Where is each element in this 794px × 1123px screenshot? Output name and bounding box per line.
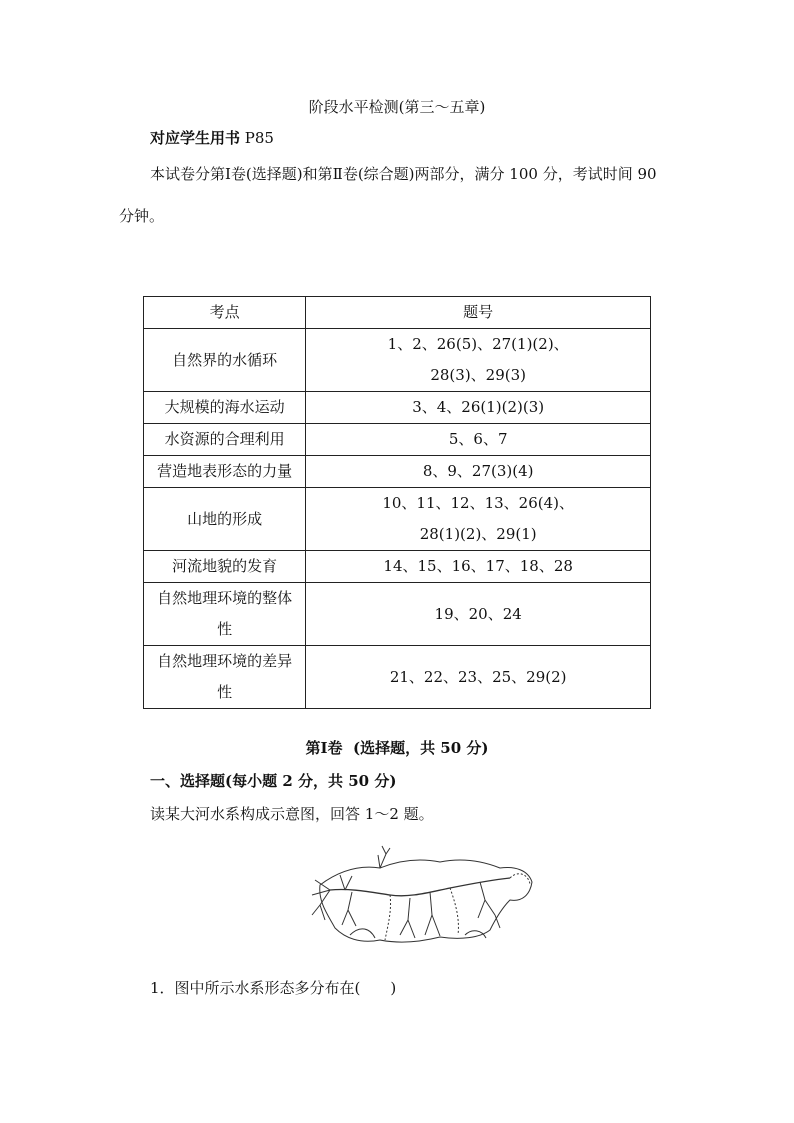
section-title: [0, 737, 794, 758]
topic-cell: [144, 456, 306, 488]
table-row: [144, 488, 651, 551]
topic-cell: [144, 646, 306, 709]
questions-cell: [306, 488, 651, 551]
topic-text: 营造地表形态的力量: [157, 462, 293, 480]
header-questions: 题号: [306, 297, 651, 329]
page-title: 阶段水平检测(第三～五章): [308, 98, 486, 116]
questions-cell: [306, 424, 651, 456]
table-row: [144, 583, 651, 646]
questions-text: 5、6、7: [448, 430, 508, 448]
part-heading: [150, 770, 396, 791]
river-system-figure: [290, 840, 540, 960]
table-row: [144, 551, 651, 583]
header-topic: 考点: [144, 297, 306, 329]
questions-text: 10、11、12、13、26(4)、: [382, 494, 575, 512]
questions-text: 28(1)(2)、29(1): [419, 525, 537, 543]
topic-cell: [144, 583, 306, 646]
topic-text: 山地的形成: [187, 509, 263, 528]
figure-instruction: 读某大河水系构成示意图，回答 1～2 题。: [150, 805, 434, 823]
topic-text: 性: [217, 620, 233, 638]
part-heading-sub: (每小题 2 分，共 50 分): [225, 772, 397, 790]
table-body: [144, 329, 651, 709]
topic-cell: [144, 488, 306, 551]
questions-text: 8、9、27(3)(4): [422, 462, 534, 480]
table-row: [144, 392, 651, 424]
section-title-main: 第Ⅰ卷: [305, 739, 343, 757]
questions-cell: [306, 329, 651, 392]
reference-line: [150, 127, 274, 148]
topic-cell: [144, 551, 306, 583]
questions-cell: [306, 456, 651, 488]
questions-cell: [306, 392, 651, 424]
questions-cell: [306, 551, 651, 583]
topic-text: 自然地理环境的差异: [157, 652, 293, 670]
reference-page: P85: [244, 129, 274, 147]
intro-line-2: 分钟。: [119, 207, 165, 225]
questions-cell: [306, 583, 651, 646]
part-heading-main: 一、选择题: [150, 772, 226, 790]
topic-cell: [144, 329, 306, 392]
questions-cell: [306, 646, 651, 709]
questions-text: 14、15、16、17、18、28: [383, 557, 573, 575]
questions-text: 3、4、26(1)(2)(3): [412, 398, 545, 416]
table-row: [144, 456, 651, 488]
topic-cell: [144, 392, 306, 424]
questions-text: 1、2、26(5)、27(1)(2)、: [387, 335, 569, 353]
question-1: 1．图中所示水系形态多分布在( ): [150, 979, 397, 997]
questions-text: 21、22、23、25、29(2): [389, 667, 567, 686]
table-row: [144, 424, 651, 456]
questions-text: 28(3)、29(3): [430, 366, 527, 384]
section-title-sub: (选择题，共 50 分): [352, 739, 489, 757]
intro-line-1: 本试卷分第Ⅰ卷(选择题)和第Ⅱ卷(综合题)两部分，满分 100 分，考试时间 90: [150, 165, 657, 183]
questions-text: 19、20、24: [434, 604, 522, 623]
topic-text: 河流地貌的发育: [172, 557, 278, 575]
topic-text: 自然地理环境的整体: [157, 589, 293, 607]
topic-question-table: [143, 296, 651, 709]
table-row: [144, 329, 651, 392]
topic-cell: [144, 424, 306, 456]
topic-text: 水资源的合理利用: [164, 430, 285, 448]
topic-text: 自然界的水循环: [172, 350, 278, 369]
table-header-row: [144, 297, 651, 329]
reference-label: 对应学生用书: [150, 129, 241, 147]
table-row: [144, 646, 651, 709]
topic-text: 性: [217, 683, 233, 701]
topic-text: 大规模的海水运动: [164, 398, 285, 416]
